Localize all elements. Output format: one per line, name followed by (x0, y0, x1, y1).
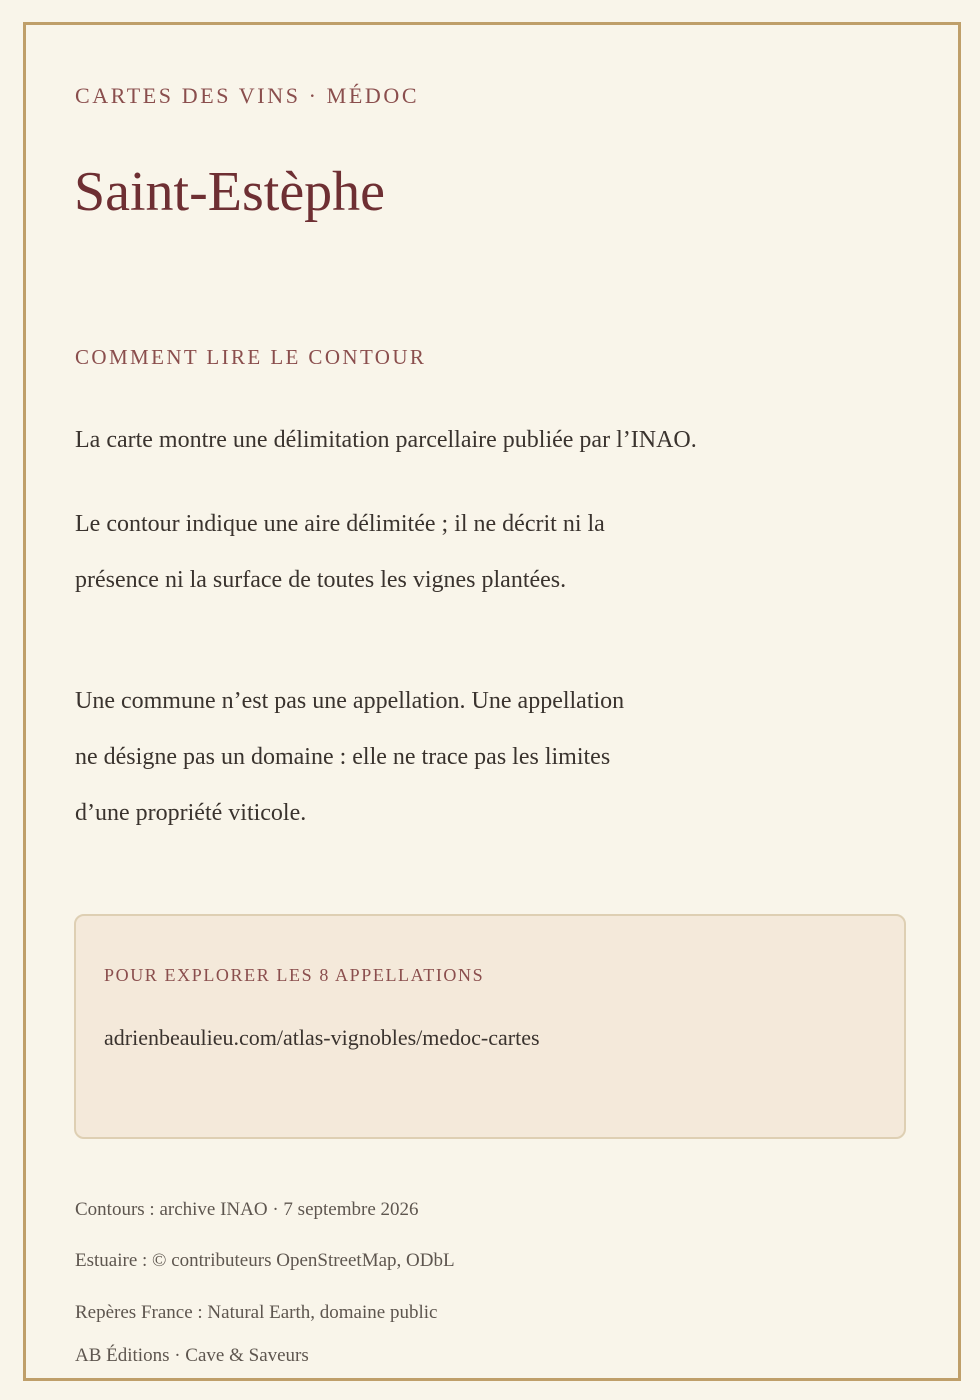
paragraph-line: ne désigne pas un domaine : elle ne trace pas les limites (75, 744, 611, 770)
atlas-link[interactable]: adrienbeaulieu.com/atlas-vignobles/medoc-cartes (104, 1025, 540, 1050)
series-label: CARTES DES VINS · MÉDOC (75, 83, 420, 108)
explore-callout (74, 914, 906, 1139)
credit-estuaire: Estuaire : © contributeurs OpenStreetMap, ODbL (75, 1250, 455, 1271)
paragraph-line: Le contour indique une aire délimitée ; il ne décrit ni la (75, 511, 605, 537)
paragraph-line: présence ni la surface de toutes les vignes plantées. (75, 567, 567, 593)
paragraph-line: La carte montre une délimitation parcellaire publiée par l’INAO. (75, 427, 697, 453)
callout-label: POUR EXPLORER LES 8 APPELLATIONS (104, 965, 485, 985)
paragraph-line: d’une propriété viticole. (75, 800, 307, 826)
credit-publisher: AB Éditions · Cave & Saveurs (75, 1345, 309, 1366)
paragraph-line: Une commune n’est pas une appellation. Une appellation (75, 688, 625, 714)
page-title: Saint-Estèphe (74, 161, 386, 223)
section-heading: COMMENT LIRE LE CONTOUR (75, 345, 427, 369)
paragraph-contour (75, 496, 605, 608)
credit-reperes: Repères France : Natural Earth, domaine public (75, 1302, 438, 1323)
paragraph-delimitation (75, 412, 697, 468)
credit-contours: Contours : archive INAO · 7 septembre 2026 (75, 1199, 419, 1220)
paragraph-commune (75, 673, 624, 841)
